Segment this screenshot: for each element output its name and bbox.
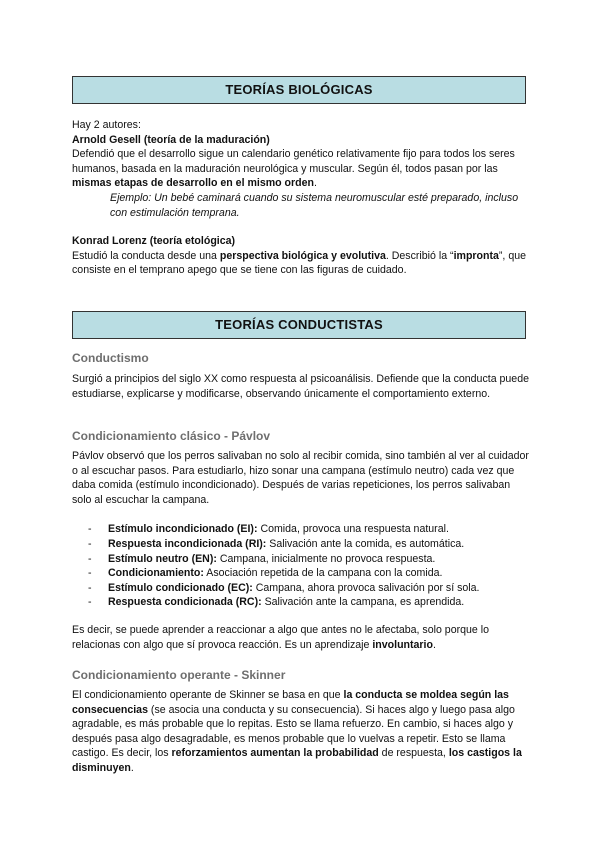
list-item: - Estímulo neutro (EN): Campana, inicialmente no provoca respuesta. [72, 552, 530, 567]
clasico-paragraph: Pávlov observó que los perros salivaban no solo al recibir comida, sino también al ver al cuidador o al escuchar pasos. Para estudiarlo, hizo sonar una campana (estímulo neutro) cada vez que daba comida (estímulo incondicionado). Después de varias repeticiones, los perros salivaban solo al escuchar la campana. [72, 450, 529, 506]
lorenz-paragraph: Estudió la conducta desde una perspectiva biológica y evolutiva. Describió la “impronta”, que consiste en el temprano apego que se tiene con las figuras de cuidado. [72, 249, 526, 277]
list-item: - Condicionamiento: Asociación repetida de la campana con la comida. [72, 566, 530, 581]
clasico-list [72, 522, 530, 610]
clasico-heading: Condicionamiento clásico - Pávlov [72, 429, 271, 443]
lorenz-heading: Konrad Lorenz (teoría etológica) [72, 235, 236, 248]
list-item: - Respuesta condicionada (RC): Salivación ante la campana, es aprendida. [72, 595, 530, 610]
operante-heading: Condicionamiento operante - Skinner [72, 668, 286, 682]
operante-section [72, 667, 530, 776]
gesell-heading: Arnold Gesell (teoría de la maduración) [72, 133, 270, 146]
section-banner-behaviorist: TEORÍAS CONDUCTISTAS [72, 311, 526, 339]
conductismo-heading: Conductismo [72, 351, 149, 365]
biological-section [72, 118, 530, 278]
intro-text: Hay 2 autores: [72, 119, 141, 131]
section-banner-biological: TEORÍAS BIOLÓGICAS [72, 76, 526, 104]
list-item: - Estímulo incondicionado (EI): Comida, provoca una respuesta natural. [72, 522, 530, 537]
gesell-example: Ejemplo: Un bebé caminará cuando su sistema neuromuscular esté preparado, incluso con estimulación temprana. [110, 191, 519, 219]
list-item: - Estímulo condicionado (EC): Campana, ahora provoca salivación por sí sola. [72, 581, 530, 596]
clasico-section [72, 428, 530, 652]
conductismo-paragraph: Surgió a principios del siglo XX como respuesta al psicoanálisis. Defiende que la conducta puede estudiarse, explicarse y modificarse, observando únicamente el comportamiento externo. [72, 373, 529, 400]
operante-paragraph: El condicionamiento operante de Skinner se basa en que la conducta se moldea según las consecuencias (se asocia una conducta y su consecuencia). Si haces algo y luego pasa algo agradable, es más probable que lo repitas. Esto se llama refuerzo. En cambio, si haces algo y después pasa algo desagradable, es menos probable que lo vuelvas a repetir. Esto se llama castigo. Es decir, los reforzamientos aumentan la probabilidad de respuesta, los castigos la disminuyen. [72, 689, 522, 774]
conductismo-section [72, 350, 530, 401]
gesell-paragraph: Defendió que el desarrollo sigue un calendario genético relativamente fijo para todos los seres humanos, basada en la maduración neurológica y muscular. Según él, todos pasan por las mismas etapas de desarrollo en el mismo orden. [72, 148, 515, 190]
list-item: - Respuesta incondicionada (RI): Salivación ante la comida, es automática. [72, 537, 530, 552]
clasico-summary: Es decir, se puede aprender a reaccionar a algo que antes no le afectaba, solo porque lo relacionas con algo que sí provoca reacción. Es un aprendizaje involuntario. [72, 623, 489, 651]
